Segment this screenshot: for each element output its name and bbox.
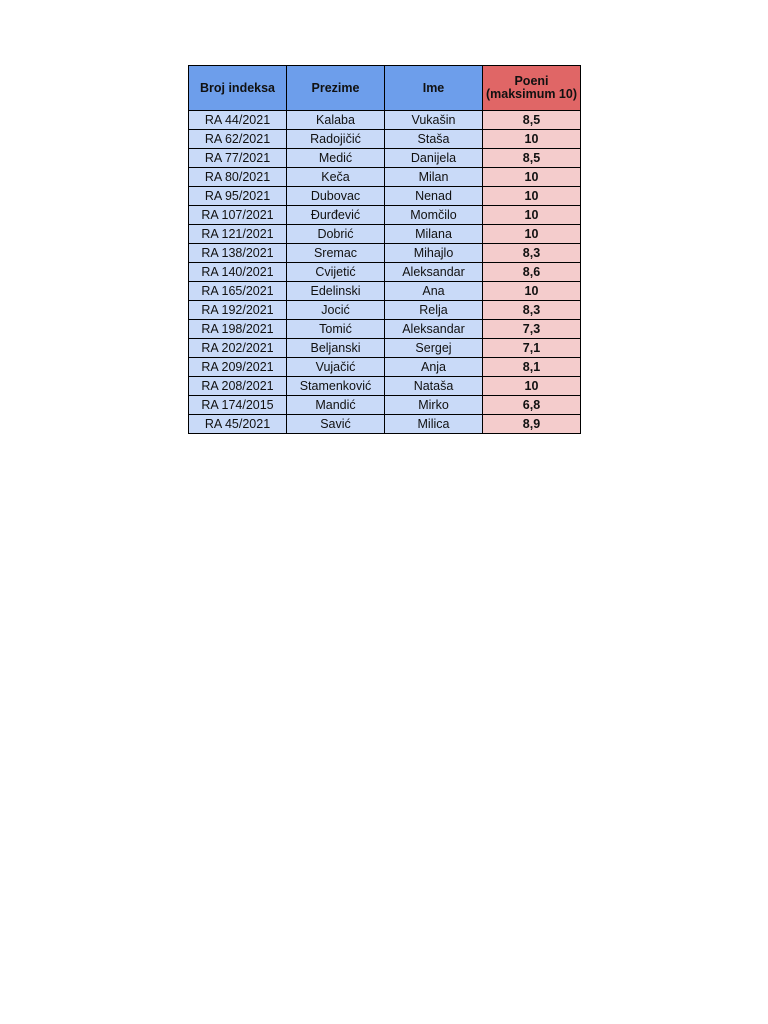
table-body xyxy=(189,111,581,434)
cell-surname: Keča xyxy=(287,168,385,187)
table-row xyxy=(189,168,581,187)
cell-index: RA 107/2021 xyxy=(189,206,287,225)
cell-surname: Đurđević xyxy=(287,206,385,225)
header-points: Poeni (maksimum 10) xyxy=(483,66,581,111)
cell-points: 8,6 xyxy=(483,263,581,282)
cell-points: 8,3 xyxy=(483,244,581,263)
cell-name: Mihajlo xyxy=(385,244,483,263)
cell-index: RA 202/2021 xyxy=(189,339,287,358)
cell-name: Mirko xyxy=(385,396,483,415)
cell-name: Milica xyxy=(385,415,483,434)
table-row xyxy=(189,339,581,358)
cell-name: Sergej xyxy=(385,339,483,358)
cell-surname: Kalaba xyxy=(287,111,385,130)
cell-surname: Radojičić xyxy=(287,130,385,149)
cell-surname: Sremac xyxy=(287,244,385,263)
table-row xyxy=(189,396,581,415)
table-row xyxy=(189,320,581,339)
cell-index: RA 165/2021 xyxy=(189,282,287,301)
cell-index: RA 45/2021 xyxy=(189,415,287,434)
cell-surname: Tomić xyxy=(287,320,385,339)
cell-points: 10 xyxy=(483,168,581,187)
table-row xyxy=(189,244,581,263)
cell-name: Vukašin xyxy=(385,111,483,130)
cell-points: 7,3 xyxy=(483,320,581,339)
cell-index: RA 44/2021 xyxy=(189,111,287,130)
cell-index: RA 138/2021 xyxy=(189,244,287,263)
cell-surname: Dobrić xyxy=(287,225,385,244)
cell-name: Danijela xyxy=(385,149,483,168)
header-surname: Prezime xyxy=(287,66,385,111)
table-row xyxy=(189,415,581,434)
cell-points: 10 xyxy=(483,130,581,149)
table-row xyxy=(189,301,581,320)
cell-surname: Savić xyxy=(287,415,385,434)
table-row xyxy=(189,130,581,149)
cell-points: 8,9 xyxy=(483,415,581,434)
cell-index: RA 140/2021 xyxy=(189,263,287,282)
cell-name: Momčilo xyxy=(385,206,483,225)
cell-points: 8,1 xyxy=(483,358,581,377)
cell-surname: Vujačić xyxy=(287,358,385,377)
cell-name: Relja xyxy=(385,301,483,320)
cell-name: Staša xyxy=(385,130,483,149)
cell-name: Nataša xyxy=(385,377,483,396)
cell-surname: Dubovac xyxy=(287,187,385,206)
cell-index: RA 95/2021 xyxy=(189,187,287,206)
header-row xyxy=(189,66,581,111)
cell-points: 10 xyxy=(483,187,581,206)
cell-points: 10 xyxy=(483,225,581,244)
table-header xyxy=(189,66,581,111)
cell-name: Milana xyxy=(385,225,483,244)
table-row xyxy=(189,282,581,301)
cell-index: RA 62/2021 xyxy=(189,130,287,149)
cell-surname: Stamenković xyxy=(287,377,385,396)
header-index: Broj indeksa xyxy=(189,66,287,111)
cell-index: RA 209/2021 xyxy=(189,358,287,377)
cell-surname: Medić xyxy=(287,149,385,168)
cell-points: 10 xyxy=(483,282,581,301)
table-row xyxy=(189,263,581,282)
cell-index: RA 208/2021 xyxy=(189,377,287,396)
cell-surname: Jocić xyxy=(287,301,385,320)
cell-index: RA 198/2021 xyxy=(189,320,287,339)
cell-surname: Beljanski xyxy=(287,339,385,358)
table-row xyxy=(189,377,581,396)
cell-name: Milan xyxy=(385,168,483,187)
cell-name: Aleksandar xyxy=(385,320,483,339)
cell-surname: Cvijetić xyxy=(287,263,385,282)
table-row xyxy=(189,187,581,206)
table-row xyxy=(189,225,581,244)
cell-index: RA 80/2021 xyxy=(189,168,287,187)
cell-points: 6,8 xyxy=(483,396,581,415)
table-row xyxy=(189,358,581,377)
cell-points: 7,1 xyxy=(483,339,581,358)
cell-name: Anja xyxy=(385,358,483,377)
cell-points: 10 xyxy=(483,206,581,225)
cell-points: 10 xyxy=(483,377,581,396)
cell-surname: Edelinski xyxy=(287,282,385,301)
table-row xyxy=(189,111,581,130)
cell-name: Aleksandar xyxy=(385,263,483,282)
cell-index: RA 174/2015 xyxy=(189,396,287,415)
grades-table xyxy=(188,65,581,434)
cell-index: RA 77/2021 xyxy=(189,149,287,168)
cell-index: RA 192/2021 xyxy=(189,301,287,320)
cell-name: Nenad xyxy=(385,187,483,206)
cell-surname: Mandić xyxy=(287,396,385,415)
header-name: Ime xyxy=(385,66,483,111)
table-row xyxy=(189,149,581,168)
table-row xyxy=(189,206,581,225)
cell-points: 8,5 xyxy=(483,149,581,168)
cell-points: 8,5 xyxy=(483,111,581,130)
cell-points: 8,3 xyxy=(483,301,581,320)
cell-index: RA 121/2021 xyxy=(189,225,287,244)
cell-name: Ana xyxy=(385,282,483,301)
